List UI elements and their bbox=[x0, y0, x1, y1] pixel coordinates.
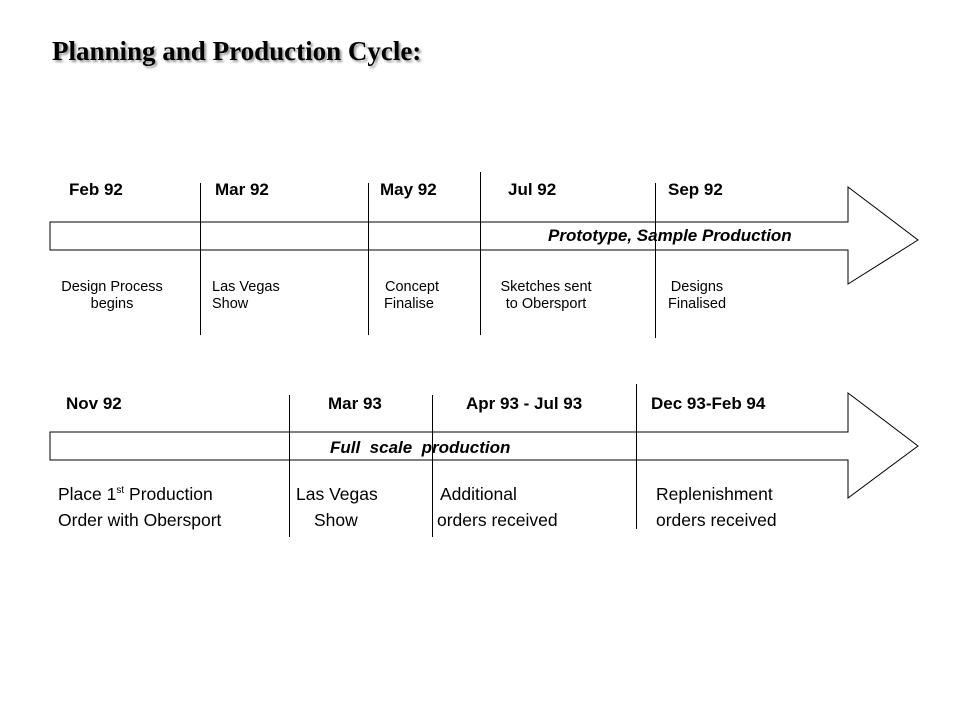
event-line1: Designs bbox=[670, 279, 724, 295]
event-line2: begins bbox=[90, 296, 134, 312]
timeline1-event bbox=[488, 279, 604, 313]
event-line1: Design Process bbox=[61, 279, 163, 295]
timeline1-date: Feb 92 bbox=[69, 180, 123, 199]
event-line1: Additional bbox=[440, 484, 517, 504]
timeline2-event bbox=[58, 481, 221, 533]
timeline2-divider bbox=[289, 395, 290, 537]
timeline2-event bbox=[296, 481, 378, 533]
timeline2-divider bbox=[432, 395, 433, 537]
event-line2: Show bbox=[314, 510, 358, 530]
event-line2: Order with Obersport bbox=[58, 510, 222, 530]
event-line2: orders received bbox=[656, 510, 777, 530]
timeline2-date: Nov 92 bbox=[66, 394, 122, 413]
timeline2-banner: Full scale production bbox=[330, 438, 511, 457]
timeline1-date: May 92 bbox=[380, 180, 437, 199]
slide-title: Planning and Production Cycle: bbox=[52, 36, 422, 66]
timeline2-date: Apr 93 - Jul 93 bbox=[466, 394, 583, 413]
timeline2-divider bbox=[636, 384, 637, 529]
timeline1-date: Mar 92 bbox=[215, 180, 269, 199]
timeline1-divider bbox=[480, 172, 481, 335]
event-line2: Finalise bbox=[384, 296, 434, 312]
timeline1-divider bbox=[368, 183, 369, 335]
event-line2: orders received bbox=[437, 510, 558, 530]
event-line1: Replenishment bbox=[656, 484, 773, 504]
timeline1-banner: Prototype, Sample Production bbox=[548, 226, 792, 245]
timeline1-event bbox=[660, 279, 734, 313]
event-line2: Finalised bbox=[667, 296, 727, 312]
event-line1: Las Vegas bbox=[296, 484, 378, 504]
timeline1-divider bbox=[200, 183, 201, 335]
event-line1-post: Production bbox=[124, 484, 213, 504]
timeline2-date: Dec 93-Feb 94 bbox=[651, 394, 766, 413]
event-line1: Las Vegas bbox=[212, 279, 280, 295]
event-line1 bbox=[58, 481, 221, 507]
timeline1-divider bbox=[655, 183, 656, 338]
timeline2-event bbox=[437, 481, 558, 533]
event-line1: Sketches sent bbox=[500, 279, 592, 295]
timeline1-event bbox=[50, 279, 174, 313]
event-line2: Show bbox=[212, 296, 249, 312]
event-line1-sup: st bbox=[116, 485, 125, 496]
timeline1-date: Jul 92 bbox=[508, 180, 557, 199]
timeline1-event bbox=[212, 279, 280, 313]
timeline1-date: Sep 92 bbox=[668, 180, 723, 199]
timeline2-event bbox=[656, 481, 777, 533]
event-line1: Concept bbox=[385, 279, 440, 295]
timeline2-date: Mar 93 bbox=[328, 394, 382, 413]
timeline1-event bbox=[384, 279, 439, 313]
event-line2: to Obersport bbox=[505, 296, 587, 312]
event-line1-pre: Place 1 bbox=[58, 484, 117, 504]
